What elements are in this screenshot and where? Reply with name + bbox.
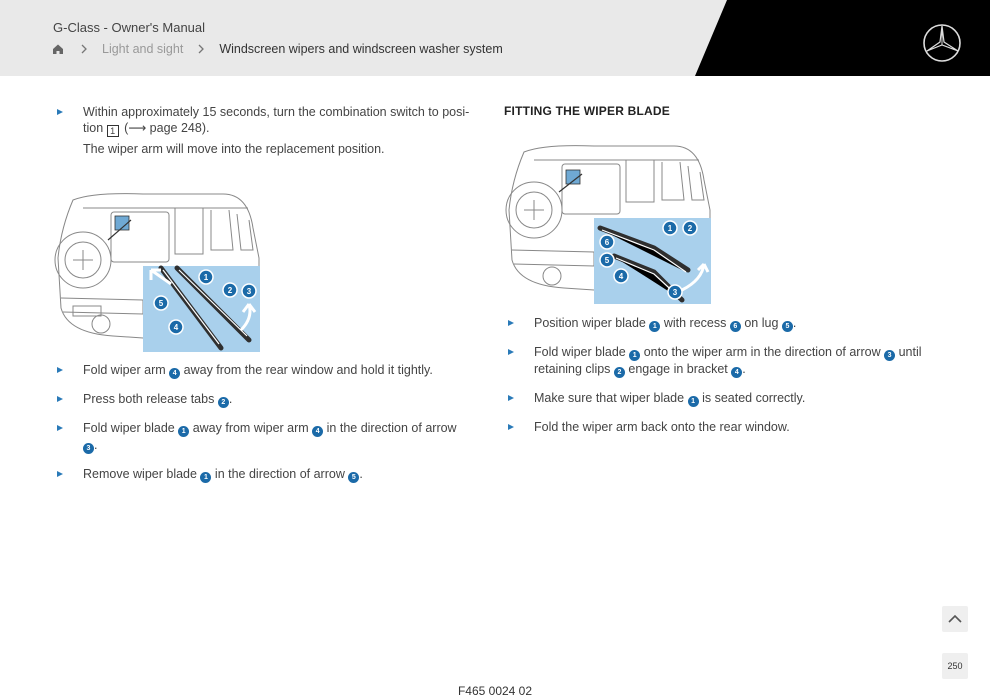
step-remove-wiper-blade: Remove wiper blade 1 in the direction of arrow 5 .	[55, 466, 475, 483]
header-bar	[0, 0, 990, 76]
svg-text:5: 5	[158, 299, 164, 308]
callout-4: 4	[312, 426, 323, 437]
callout-2: 2	[218, 397, 229, 408]
callout-5: 5	[782, 321, 793, 332]
callout-1: 1	[688, 396, 699, 407]
scroll-to-top-button[interactable]	[942, 606, 968, 632]
svg-text:2: 2	[687, 224, 693, 233]
svg-text:6: 6	[604, 238, 610, 247]
svg-text:4: 4	[173, 323, 179, 332]
callout-3	[242, 284, 256, 298]
document-title: G-Class - Owner's Manual	[53, 20, 206, 35]
callout-6	[600, 235, 614, 249]
step-fold-wiper-arm: Fold wiper arm 4 away from the rear window and hold it tightly.	[55, 362, 475, 379]
callout-3: 3	[83, 443, 94, 454]
svg-text:1: 1	[203, 273, 209, 282]
right-steps	[506, 315, 946, 435]
switch-position-key: 1	[107, 125, 119, 137]
callout-1	[199, 270, 213, 284]
svg-text:3: 3	[672, 288, 678, 297]
home-icon[interactable]	[52, 43, 64, 55]
svg-text:4: 4	[618, 272, 624, 281]
callout-1: 1	[178, 426, 189, 437]
chevron-up-icon	[948, 614, 962, 624]
callout-1: 1	[200, 472, 211, 483]
chevron-right-icon	[197, 44, 205, 54]
step-text: tion	[83, 121, 104, 135]
callout-1: 1	[649, 321, 660, 332]
step-fold-wiper-blade: Fold wiper blade 1 away from wiper arm 4 in the direction of arrow 3 .	[55, 420, 475, 454]
callout-4: 4	[169, 368, 180, 379]
callout-2	[683, 221, 697, 235]
illustration-fitting-wiper-blade	[504, 140, 712, 306]
figure-code: F465 0024 02	[457, 684, 533, 698]
section-title: FITTING THE WIPER BLADE	[504, 104, 670, 118]
chevron-right-icon	[80, 44, 88, 54]
callout-4: 4	[731, 367, 742, 378]
callout-5	[600, 253, 614, 267]
callout-6: 6	[730, 321, 741, 332]
left-column	[55, 104, 475, 157]
right-column	[504, 104, 944, 118]
callout-2: 2	[614, 367, 625, 378]
callout-4	[614, 269, 628, 283]
step-result: The wiper arm will move into the replacement position.	[83, 142, 385, 156]
callout-1	[663, 221, 677, 235]
callout-5: 5	[348, 472, 359, 483]
svg-text:3: 3	[246, 287, 252, 296]
step-fold-wiper-blade-onto-arm: Fold wiper blade 1 onto the wiper arm in the direction of arrow 3 until retaining clips 2 engage in bracket 4 .	[506, 344, 946, 378]
page-number: 250	[942, 653, 968, 679]
step-position-wiper-blade: Position wiper blade 1 with recess 6 on lug 5 .	[506, 315, 946, 332]
breadcrumb	[52, 42, 503, 56]
page-reference-link[interactable]: (⟶ page 248).	[124, 121, 210, 135]
step-press-release-tabs: Press both release tabs 2 .	[55, 391, 475, 408]
callout-3	[668, 285, 682, 299]
step-turn-switch	[55, 104, 475, 137]
illustration-removing-wiper-blade	[53, 188, 261, 354]
callout-3: 3	[884, 350, 895, 361]
svg-text:1: 1	[667, 224, 673, 233]
callout-4	[169, 320, 183, 334]
svg-text:2: 2	[227, 286, 233, 295]
left-steps	[55, 362, 475, 483]
breadcrumb-current: Windscreen wipers and windscreen washer system	[219, 42, 503, 56]
step-text: Within approximately 15 seconds, turn the combination switch to posi-	[83, 105, 470, 119]
callout-1: 1	[629, 350, 640, 361]
svg-text:5: 5	[604, 256, 610, 265]
breadcrumb-light-and-sight[interactable]: Light and sight	[102, 42, 184, 56]
step-fold-arm-back: Fold the wiper arm back onto the rear window.	[506, 419, 946, 435]
callout-5	[154, 296, 168, 310]
callout-2	[223, 283, 237, 297]
step-check-seating: Make sure that wiper blade 1 is seated correctly.	[506, 390, 946, 407]
mercedes-star-logo-icon	[922, 23, 962, 63]
